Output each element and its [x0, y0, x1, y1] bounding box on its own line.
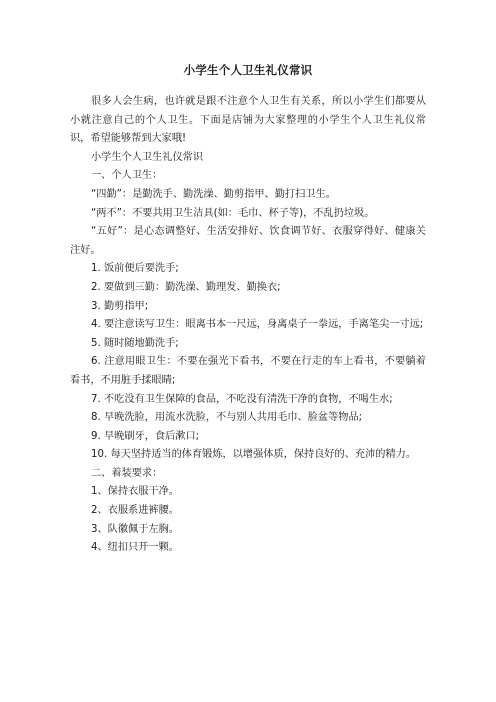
list-item: 9. 早晚刷牙，食后漱口; [91, 430, 200, 442]
subsection-heading-personal-hygiene: 一、个人卫生： [91, 170, 163, 182]
list-item: 4、纽扣只开一颗。 [91, 542, 179, 554]
section-heading: 小学生个人卫生礼仪常识 [91, 151, 204, 163]
list-item: 5. 随时随地勤洗手; [91, 337, 179, 349]
list-item: 3. 勤剪指甲; [91, 300, 149, 312]
subsection-heading-dress-code: 二、着装要求： [91, 467, 163, 479]
document-page [70, 62, 426, 558]
list-item: 1、保持衣服干净。 [91, 486, 179, 498]
list-item: 7. 不吃没有卫生保障的食品，不吃没有清洗干净的食物，不喝生水; [91, 393, 393, 405]
intro-paragraph: 很多人会生病，也许就是跟不注意个人卫生有关系，所以小学生们都要从小就注意自己的个人卫生。下面是店铺为大家整理的小学生个人卫生礼仪常识，希望能够帮到大家哦! [70, 96, 426, 145]
list-item: 3、队徽佩于左胸。 [91, 523, 179, 535]
list-item: 2. 要做到三勤：勤洗澡、勤理发、勤换衣; [91, 281, 281, 293]
list-item: 1. 饭前便后要洗手; [91, 263, 179, 275]
list-item: 4. 要注意读写卫生：眼离书本一尺远，身离桌子一拳远，手离笔尖一寸远; [91, 319, 424, 331]
four-diligences-paragraph: “四勤”：是勤洗手、勤洗澡、勤剪指甲、勤打扫卫生。 [91, 188, 336, 200]
document-body [70, 93, 426, 558]
list-item: 2、衣服系进裤腰。 [91, 505, 179, 517]
list-item: 6. 注意用眼卫生：不要在强光下看书，不要在行走的车上看书，不要躺着看书，不用脏手揉眼睛; [70, 356, 426, 386]
five-goods-paragraph: “五好”：是心态调整好、生活安排好、饮食调节好、衣服穿得好、健康关注好。 [70, 226, 426, 256]
two-nots-paragraph: “两不”：不要共用卫生洁具(如：毛巾、杯子等)，不乱扔垃圾。 [91, 207, 375, 219]
list-item: 10. 每天坚持适当的体育锻炼，以增强体质，保持良好的、充沛的精力。 [91, 449, 417, 461]
list-item: 8. 早晚洗脸，用流水洗脸，不与别人共用毛巾、脸盆等物品; [91, 412, 363, 424]
document-title: 小学生个人卫生礼仪常识 [183, 63, 313, 77]
